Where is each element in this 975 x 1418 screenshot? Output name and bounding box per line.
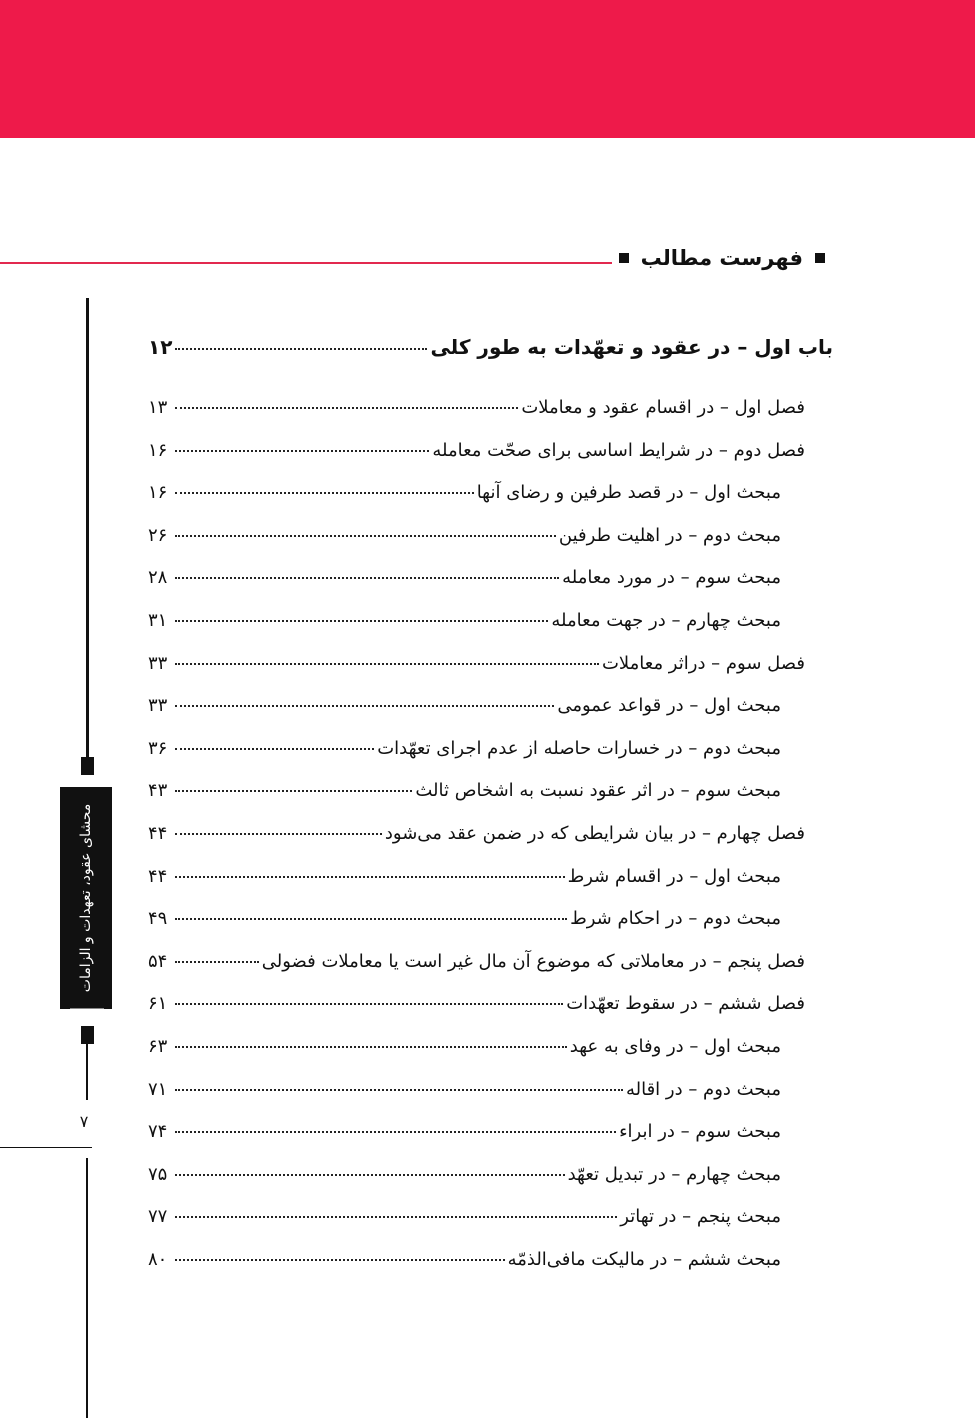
toc-entry-title: مبحث پنجم – در تهاتر	[620, 1206, 781, 1228]
side-marker-block	[81, 1026, 94, 1044]
toc-entry	[148, 908, 833, 951]
toc-entry	[148, 653, 833, 696]
toc-entry	[148, 610, 833, 653]
toc-entry-title: باب اول – در عقود و تعهّدات به طور کلی	[430, 335, 833, 359]
toc-dot-leader	[175, 790, 412, 792]
toc-entry-title: مبحث سوم – در ابراء	[619, 1121, 781, 1143]
toc-entry-page: ۷۷	[148, 1206, 168, 1228]
side-marker-block	[81, 757, 94, 775]
toc-entry-title: مبحث دوم – در اهلیت طرفین	[558, 524, 781, 546]
toc-entry-title: مبحث دوم – در احکام شرط	[570, 908, 781, 930]
toc-heading	[619, 243, 825, 273]
toc-entry-title: فصل سوم – دراثر معاملات	[601, 652, 805, 674]
toc-entry-title: مبحث سوم – در اثر عقود نسبت به اشخاص ثالث	[415, 780, 781, 802]
side-book-title-panel	[60, 787, 112, 1009]
toc-entry	[148, 397, 833, 440]
toc-entry	[148, 951, 833, 994]
toc-dot-leader	[175, 705, 554, 707]
toc-entry-page: ۱۳	[148, 397, 168, 418]
toc-dot-leader	[175, 348, 427, 350]
toc-entry-page: ۴۴	[148, 865, 168, 887]
toc-entry	[148, 695, 833, 738]
toc-dot-leader	[175, 1259, 505, 1261]
toc-entry-page: ۳۳	[148, 652, 168, 674]
toc-entry	[148, 1206, 833, 1249]
toc-entry-page: ۴۴	[148, 822, 168, 844]
toc-dot-leader	[175, 748, 374, 750]
toc-entry-page: ۸۰	[148, 1248, 168, 1270]
toc-dot-leader	[175, 663, 599, 665]
toc-entry	[148, 993, 833, 1036]
toc-entry-page: ۷۱	[148, 1078, 168, 1100]
toc-entry	[148, 1249, 833, 1292]
toc-entry-title: مبحث اول – در اقسام شرط	[567, 865, 781, 887]
toc-entry-page: ۵۴	[148, 950, 168, 972]
toc-dot-leader	[175, 876, 565, 878]
toc-entry-title: مبحث چهارم – در جهت معامله	[551, 609, 781, 631]
toc-dot-leader	[175, 407, 518, 409]
toc-dot-leader	[175, 1131, 616, 1133]
toc-entry-page: ۱۶	[148, 482, 168, 504]
toc-entry-page: ۷۴	[148, 1121, 168, 1143]
toc-entry-title: مبحث سوم – در مورد معامله	[562, 567, 781, 589]
toc-entry-title: فصل ششم – در سقوط تعهّدات	[566, 993, 805, 1015]
side-panel-rule	[70, 1008, 104, 1009]
top-banner	[0, 0, 975, 138]
toc-entry	[148, 780, 833, 823]
toc-entry-title: فصل اول – در اقسام عقود و معاملات	[521, 397, 805, 418]
toc-entry-title: مبحث اول – در وفای به عهد	[569, 1035, 781, 1057]
toc-dot-leader	[175, 961, 259, 963]
toc-entry-title: فصل پنجم – در معاملاتی که موضوع آن مال غیر است یا معاملات فضولی	[261, 950, 805, 972]
toc-entry-title: مبحث دوم – در اقاله	[625, 1078, 781, 1100]
toc-entry-page: ۱۲	[148, 335, 173, 359]
toc-entry	[148, 1121, 833, 1164]
toc-entry-title: فصل چهارم – در بیان شرایطی که در ضمن عقد می‌شود	[384, 822, 805, 844]
bullet-square-icon	[619, 253, 629, 263]
toc-entry	[148, 567, 833, 610]
toc-entry-page: ۳۳	[148, 695, 168, 717]
toc-entry-title: مبحث اول – در قصد طرفین و رضای آنها	[476, 482, 781, 504]
toc-entry	[148, 335, 833, 397]
toc-dot-leader	[175, 1089, 623, 1091]
page-title: فهرست مطالب	[640, 246, 803, 270]
toc-dot-leader	[175, 1046, 567, 1048]
toc-entry-page: ۶۱	[148, 993, 168, 1015]
table-of-contents	[148, 335, 833, 1291]
toc-entry	[148, 823, 833, 866]
toc-dot-leader	[175, 1174, 565, 1176]
side-rule-upper	[86, 298, 89, 758]
toc-dot-leader	[175, 577, 559, 579]
toc-dot-leader	[175, 620, 548, 622]
toc-entry-page: ۲۶	[148, 524, 168, 546]
toc-entry	[148, 440, 833, 483]
toc-entry-page: ۴۳	[148, 780, 168, 802]
toc-entry	[148, 738, 833, 781]
toc-dot-leader	[175, 833, 382, 835]
toc-dot-leader	[175, 918, 567, 920]
toc-entry	[148, 1036, 833, 1079]
toc-entry-page: ۴۹	[148, 908, 168, 930]
toc-dot-leader	[175, 1003, 563, 1005]
bullet-square-icon	[815, 253, 825, 263]
toc-entry-page: ۱۶	[148, 439, 168, 461]
side-rule-lower	[86, 1158, 88, 1418]
toc-entry	[148, 1164, 833, 1207]
toc-entry-page: ۲۸	[148, 567, 168, 589]
toc-entry-page: ۷۵	[148, 1163, 168, 1185]
toc-entry-title: مبحث چهارم – در تبدیل تعهّد	[567, 1163, 781, 1185]
toc-entry-page: ۳۶	[148, 737, 168, 759]
toc-entry-page: ۳۱	[148, 609, 168, 631]
heading-rule	[0, 262, 612, 264]
toc-entry-title: مبحث دوم – در خسارات حاصله از عدم اجرای تعهّدات	[377, 737, 781, 759]
toc-entry	[148, 525, 833, 568]
side-rule-middle	[86, 1044, 88, 1100]
toc-entry-page: ۶۳	[148, 1035, 168, 1057]
toc-entry-title: فصل دوم – در شرایط اساسی برای صحّت معامله	[432, 439, 805, 461]
page-number: ۷	[79, 1112, 89, 1131]
toc-entry	[148, 482, 833, 525]
toc-dot-leader	[175, 450, 429, 452]
toc-dot-leader	[175, 535, 556, 537]
toc-entry-title: مبحث اول – در قواعد عمومی	[557, 695, 781, 717]
side-book-title: محشای عقود، تعهدات و الزامات	[78, 803, 94, 993]
page-number-rule	[0, 1147, 92, 1148]
toc-entry-title: مبحث ششم – در مالیکت مافی‌الذمّه	[507, 1248, 781, 1270]
toc-entry	[148, 866, 833, 909]
toc-dot-leader	[175, 1216, 617, 1218]
toc-dot-leader	[175, 492, 474, 494]
toc-entry	[148, 1079, 833, 1122]
